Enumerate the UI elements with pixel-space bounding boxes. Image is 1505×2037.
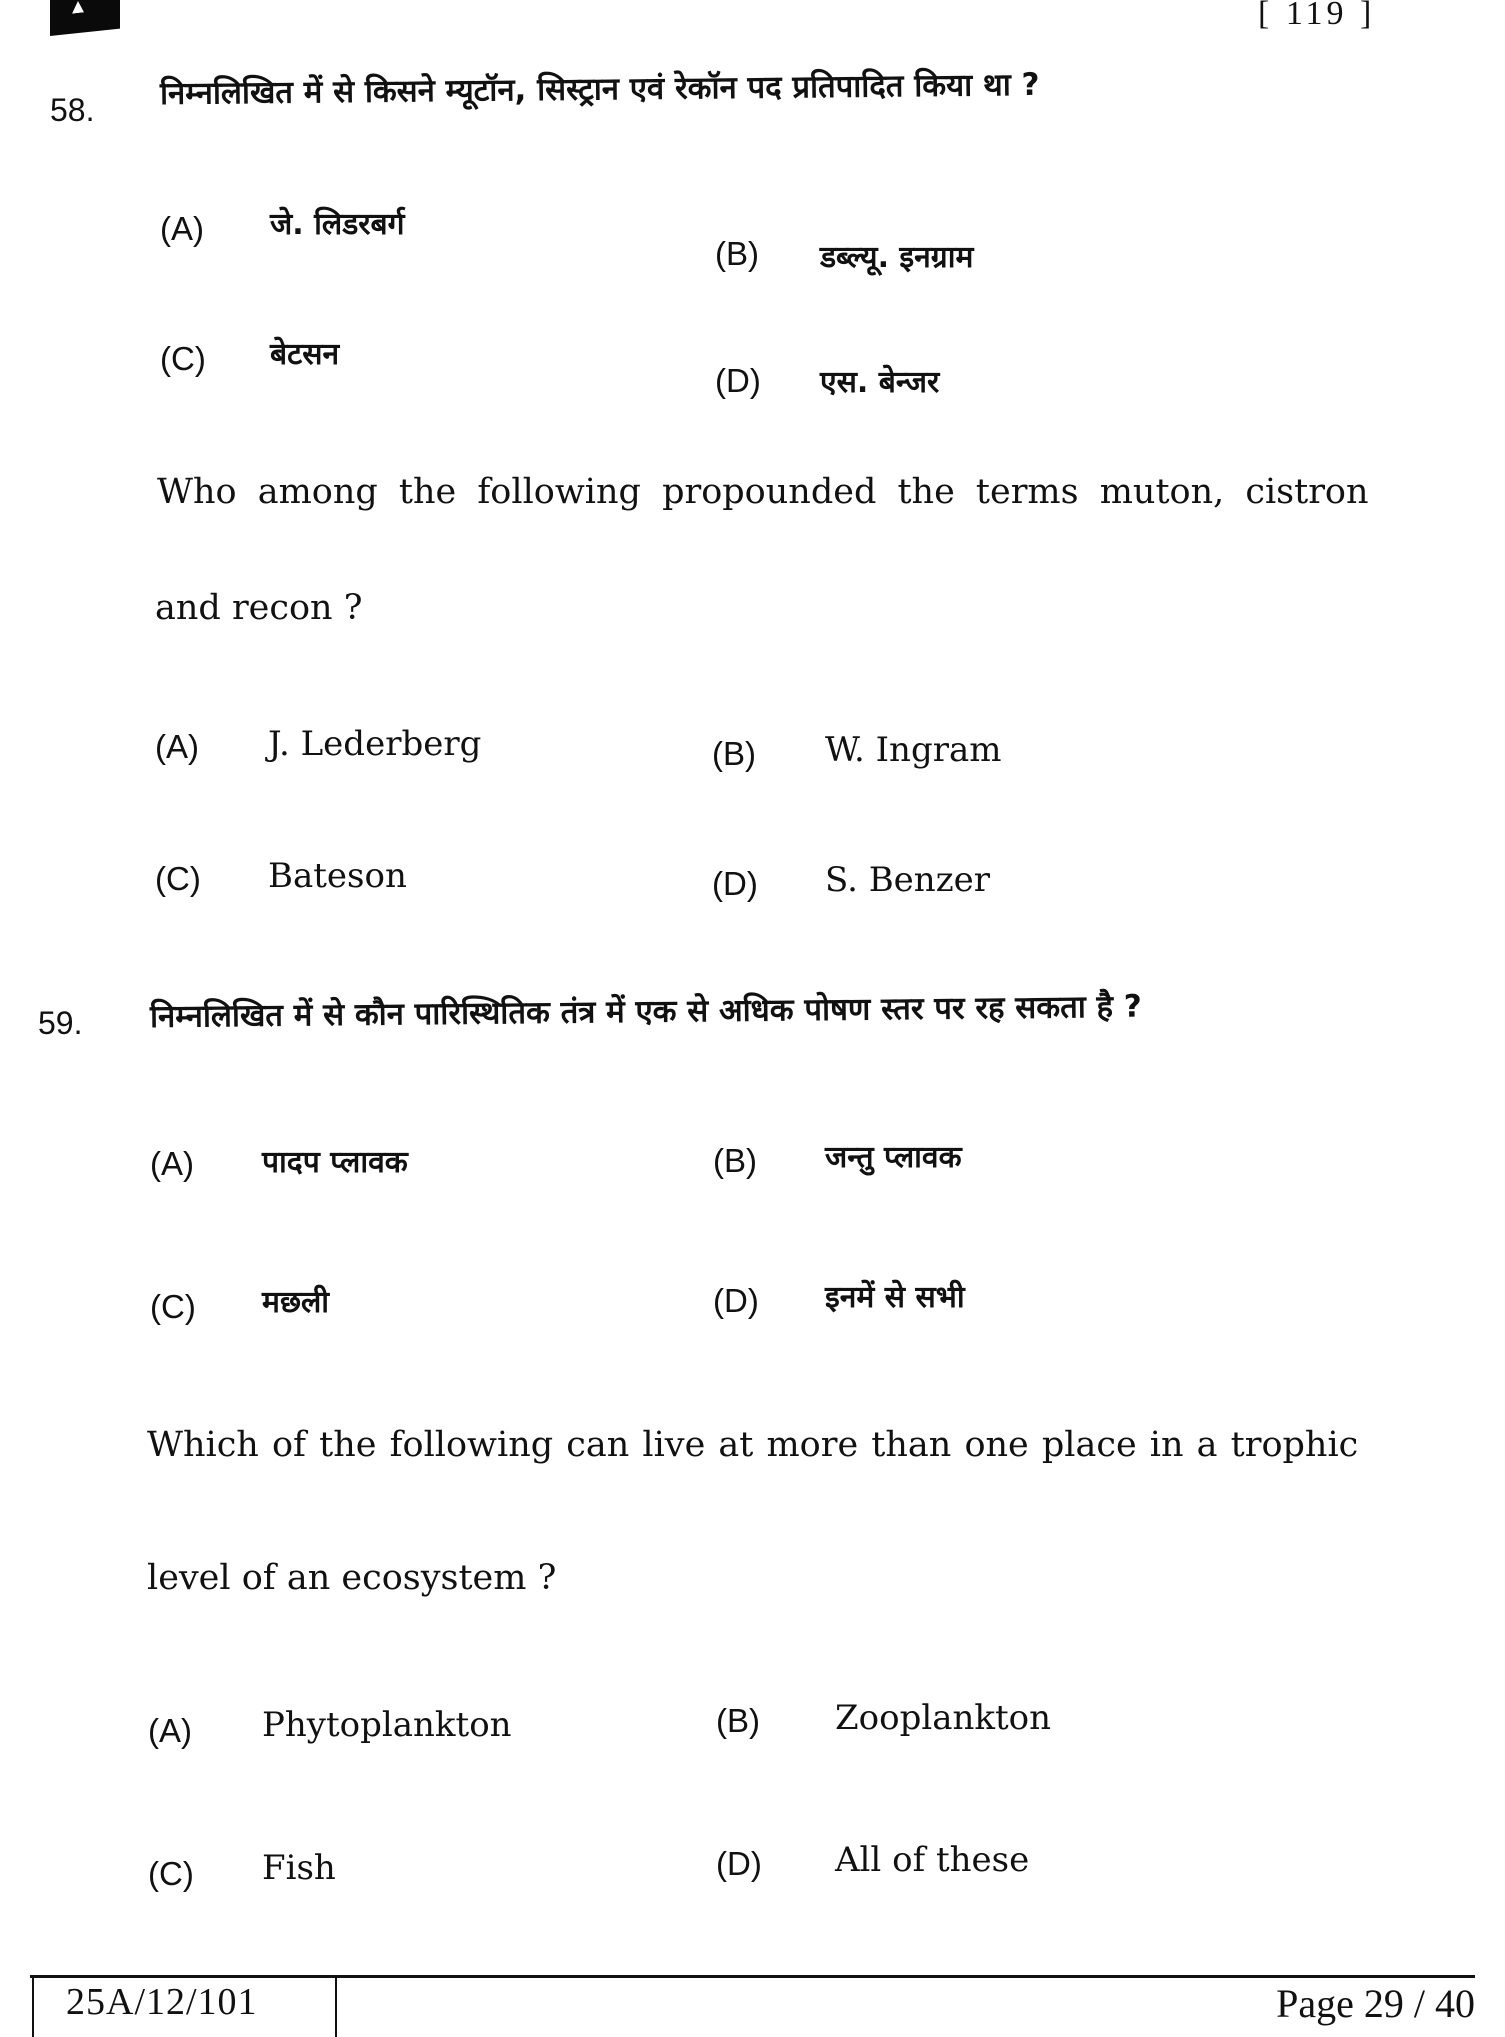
- option-label-b-english: (B): [716, 1702, 760, 1739]
- option-label-d-english: (D): [712, 865, 758, 902]
- option-text-b-english: W. Ingram: [825, 730, 1002, 770]
- option-text-c-hindi: बेटसन: [270, 337, 340, 372]
- option-label-c-english: (C): [155, 860, 201, 897]
- question-text-english-line1: Who among the following propounded the terms muton, cistron: [157, 472, 1369, 512]
- option-text-b-english: Zooplankton: [835, 1698, 1052, 1738]
- option-label-a-english: (A): [148, 1712, 192, 1749]
- option-label-d-hindi: (D): [713, 1282, 759, 1319]
- option-label-c-hindi: (C): [150, 1288, 196, 1325]
- option-label-b-english: (B): [712, 735, 756, 772]
- option-label-c-english: (C): [148, 1855, 194, 1892]
- option-text-a-english: Phytoplankton: [262, 1705, 512, 1745]
- option-text-b-hindi: डब्ल्यू. इनग्राम: [820, 240, 974, 275]
- question-number: 59.: [38, 1005, 83, 1041]
- option-text-d-english: S. Benzer: [825, 860, 990, 900]
- question-text-hindi: निम्नलिखित में से किसने म्यूटॉन, सिस्ट्रान एवं रेकॉन पद प्रतिपादित किया था ?: [159, 66, 1040, 112]
- option-text-a-hindi: जे. लिडरबर्ग: [270, 207, 405, 242]
- page-code: [ 119 ]: [1258, 0, 1376, 32]
- corner-mark-notch: [72, 0, 84, 13]
- page-indicator: Page 29 / 40: [1276, 1981, 1475, 2026]
- option-label-a-hindi: (A): [160, 210, 204, 247]
- option-label-b-hindi: (B): [715, 235, 759, 272]
- option-text-c-english: Fish: [262, 1848, 336, 1888]
- option-text-b-hindi: जन्तु प्लावक: [825, 1140, 962, 1175]
- question-text-english-line1: Which of the following can live at more than one place in a trophic: [147, 1425, 1359, 1465]
- option-text-d-hindi: एस. बेन्जर: [820, 365, 940, 400]
- option-text-a-english: J. Lederberg: [268, 724, 482, 764]
- question-text-english-line2: and recon ?: [155, 588, 363, 628]
- corner-registration-mark: [50, 0, 120, 36]
- booklet-code: 25A/12/101: [66, 1981, 258, 2023]
- option-text-d-hindi: इनमें से सभी: [825, 1280, 965, 1315]
- option-text-c-hindi: मछली: [262, 1285, 330, 1320]
- option-label-c-hindi: (C): [160, 340, 206, 377]
- option-text-a-hindi: पादप प्लावक: [262, 1145, 408, 1180]
- option-label-d-hindi: (D): [715, 362, 761, 399]
- option-text-c-english: Bateson: [268, 856, 407, 896]
- option-label-a-english: (A): [155, 728, 199, 765]
- question-number: 58.: [50, 92, 95, 128]
- option-label-d-english: (D): [716, 1845, 762, 1882]
- question-text-english-line2: level of an ecosystem ?: [147, 1558, 557, 1598]
- option-label-b-hindi: (B): [713, 1142, 757, 1179]
- option-label-a-hindi: (A): [150, 1145, 194, 1182]
- option-text-d-english: All of these: [835, 1840, 1030, 1880]
- question-text-hindi: निम्नलिखित में से कौन पारिस्थितिक तंत्र में एक से अधिक पोषण स्तर पर रह सकता है ?: [149, 988, 1143, 1035]
